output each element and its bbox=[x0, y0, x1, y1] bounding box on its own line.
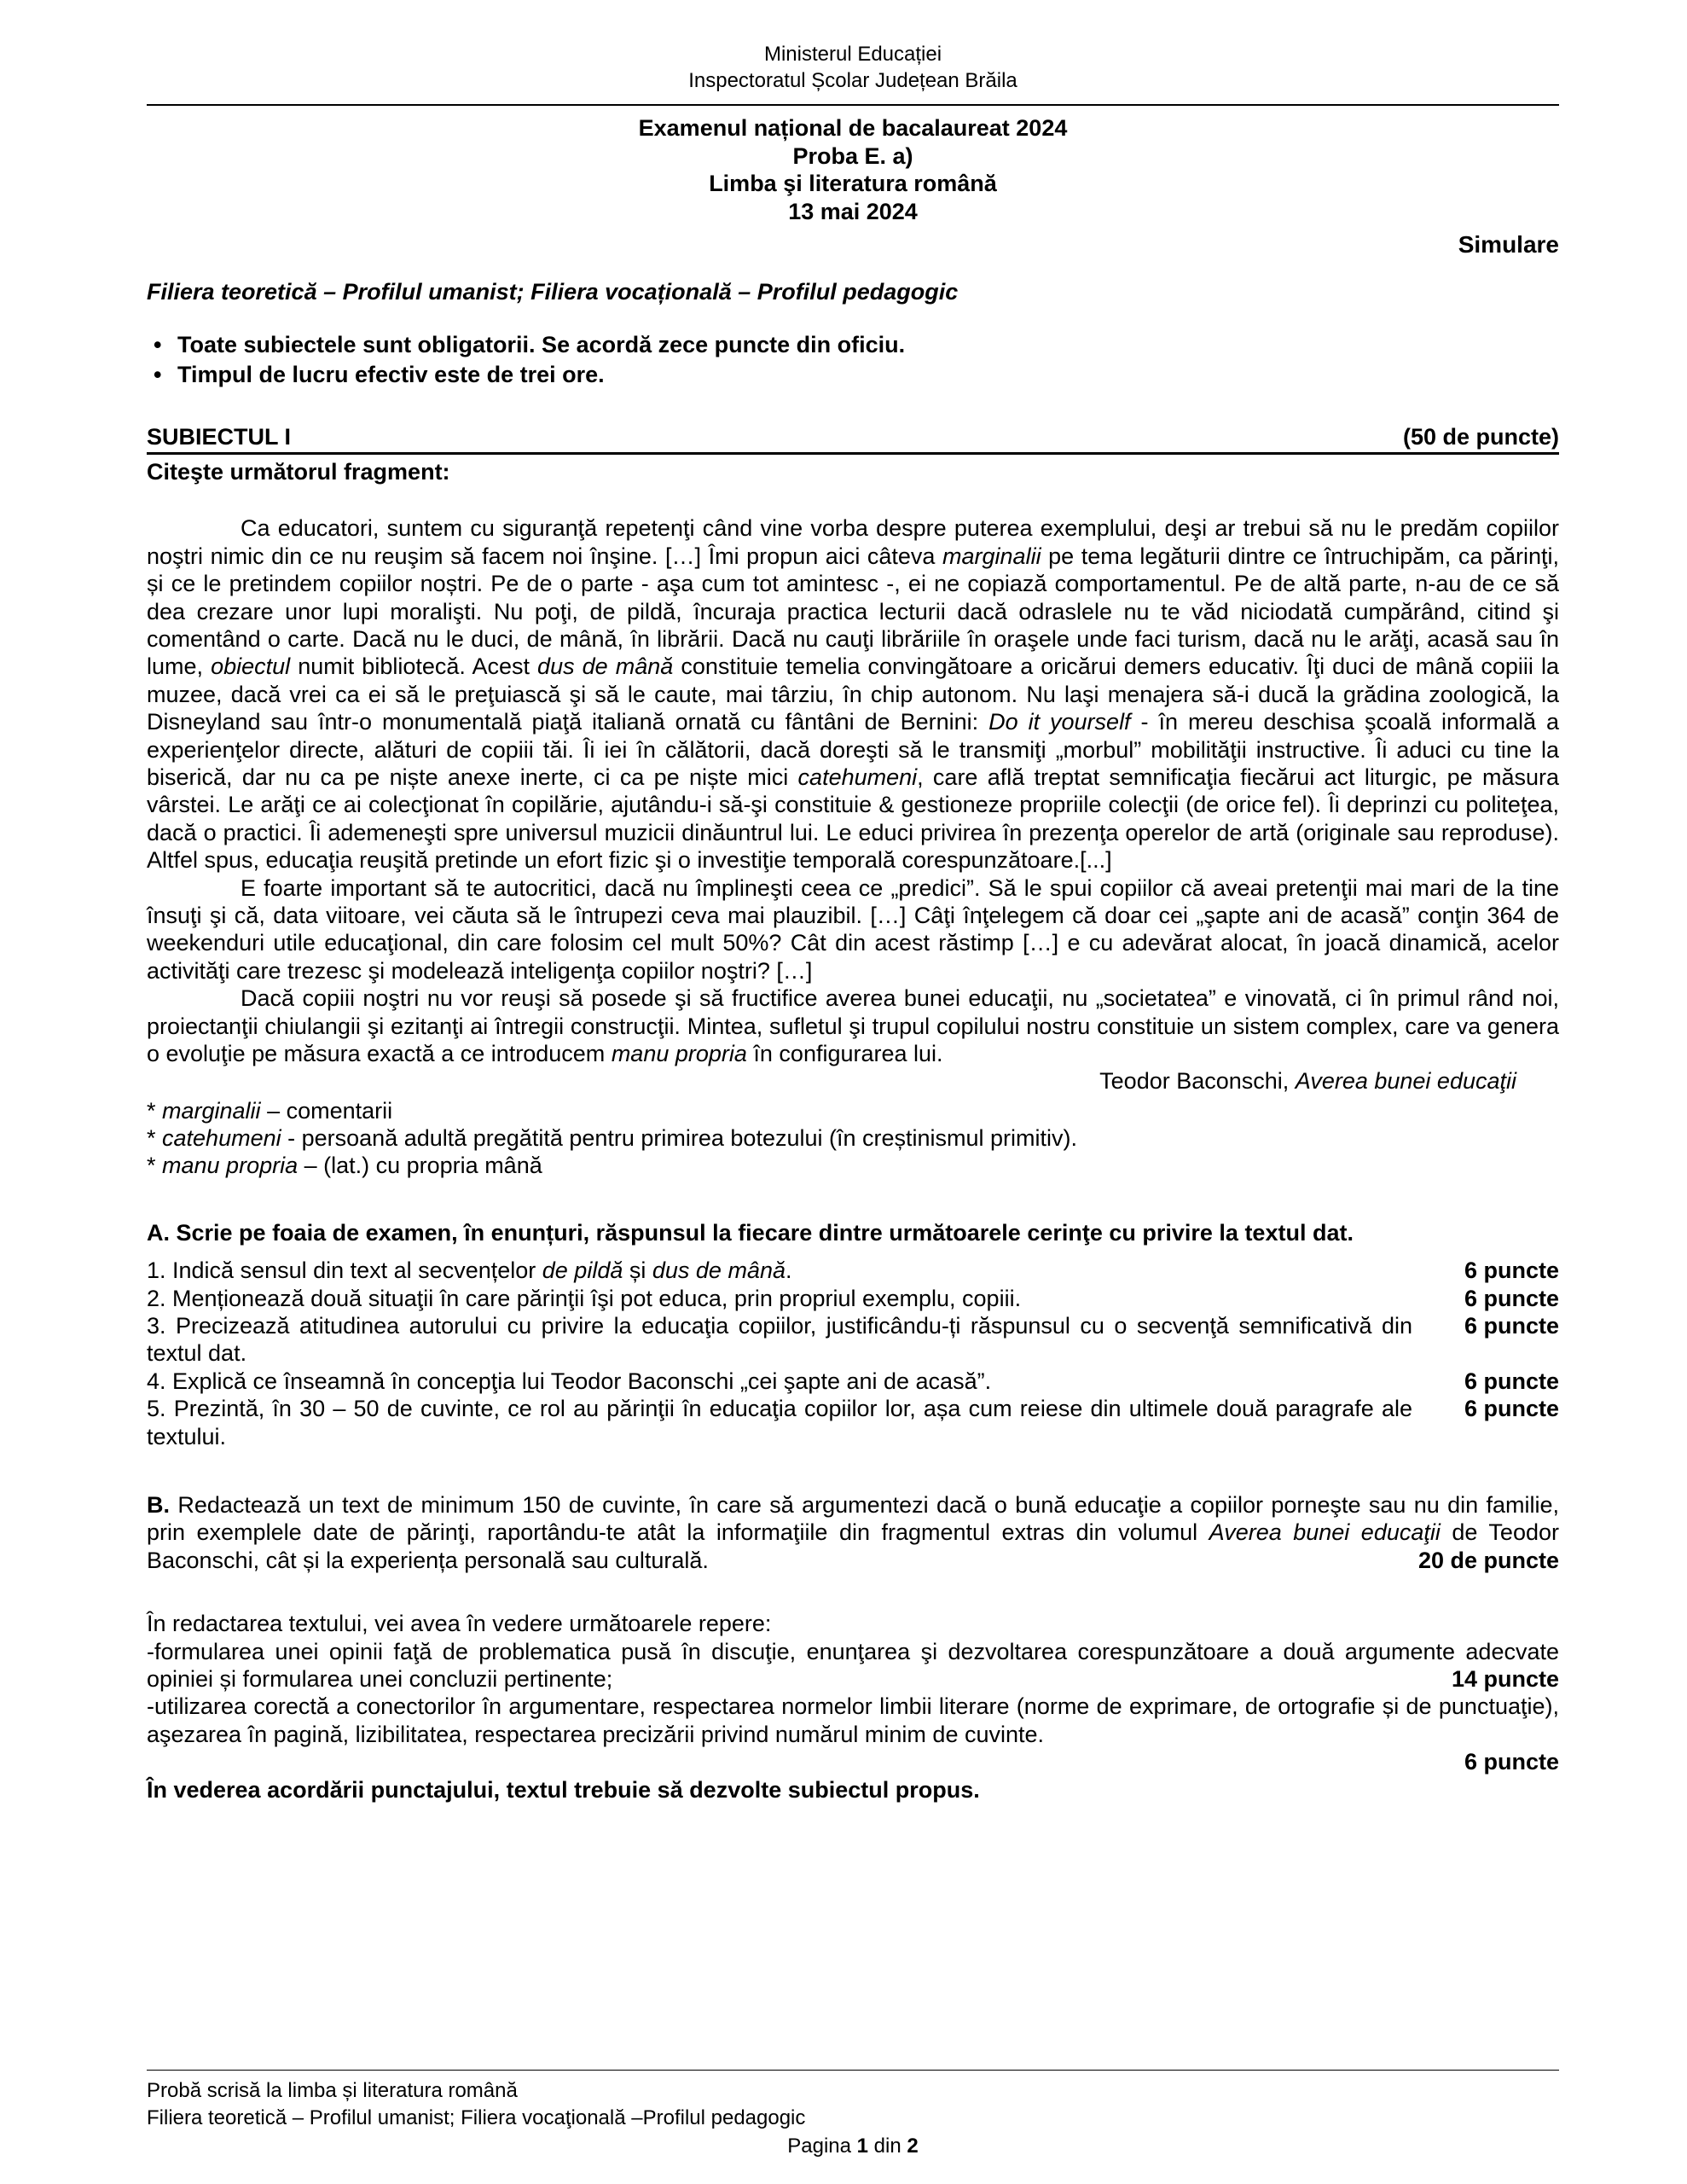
exam-title-block bbox=[147, 114, 1559, 225]
requirement-text: 4. Explică ce înseamnă în concepţia lui Teodor Baconschi „cei şapte ani de acasă”. bbox=[147, 1368, 992, 1394]
guideline-text: -utilizarea corectă a conectorilor în argumentare, respectarea normelor limbii literare (norme de exprimare, de ortografie și de punctuaţie), aşezarea în pagină, lizibilitatea, respectarea precizării privind numărul minim de cuvinte. bbox=[147, 1693, 1559, 1747]
text-fragment bbox=[147, 514, 1559, 1095]
fragment-attribution: Teodor Baconschi, Averea bunei educaţii bbox=[1099, 1068, 1516, 1095]
section-b-note: În vederea acordării punctajului, textul trebuie să dezvolte subiectul propus. bbox=[147, 1776, 980, 1803]
guideline-points: 14 puncte bbox=[1440, 1665, 1559, 1693]
exam-subject: Limba şi literatura română bbox=[709, 171, 997, 197]
footer-track: Filiera teoretică – Profilul umanist; Filiera vocaţională –Profilul pedagogic bbox=[147, 2106, 806, 2130]
requirement-points: 6 puncte bbox=[1464, 1313, 1559, 1339]
guideline-points: 6 puncte bbox=[1464, 1749, 1559, 1775]
instruction-item: • Timpul de lucru efectiv este de trei ore. bbox=[147, 361, 1559, 388]
subject1-header-row bbox=[147, 423, 1559, 455]
exam-track-line: Filiera teoretică – Profilul umanist; Filiera vocațională – Profilul pedagogic bbox=[147, 278, 959, 305]
requirement-text: 1. Indică sensul din text al secvențelor de pildă și dus de mână. bbox=[147, 1258, 792, 1284]
exam-date: 13 mai 2024 bbox=[788, 198, 918, 224]
section-b bbox=[147, 1491, 1559, 1574]
requirement-item-1 bbox=[147, 1257, 1559, 1284]
section-a-items bbox=[147, 1257, 1559, 1450]
requirement-item-3 bbox=[147, 1312, 1559, 1368]
footer-page-number: Pagina 1 din 2 bbox=[787, 2134, 919, 2158]
requirement-points: 6 puncte bbox=[1464, 1368, 1559, 1394]
requirement-item-2 bbox=[147, 1285, 1559, 1312]
guidelines-intro: În redactarea textului, vei avea în vedere următoarele repere: bbox=[147, 1611, 772, 1637]
ministry-name: Ministerul Educației bbox=[763, 43, 942, 66]
requirement-text: 3. Precizează atitudinea autorului cu privire la educaţia copiilor, justificându-ți răspunsul cu o secvenţă semnificativă din textul dat. bbox=[147, 1313, 1412, 1367]
subject1-title: SUBIECTUL I bbox=[147, 423, 292, 450]
instruction-item: • Toate subiectele sunt obligatorii. Se acordă zece puncte din oficiu. bbox=[147, 331, 1559, 358]
page-footer bbox=[147, 2070, 1559, 2160]
requirement-points: 6 puncte bbox=[1464, 1396, 1559, 1422]
fragment-paragraph-1: Ca educatori, suntem cu siguranţă repetenţi când vine vorba despre puterea exemplului, deşi ar trebui să nu le predăm copiilor noştri nimic din ce nu reuşim să facem noi înşine. […] Îmi propun aici câteva marginalii pe tema legăturii dintre ce întruchipăm, ca părinţi, și ce le pretindem copiilor noștri. Pe de o parte - aşa cum tot amintesc -, ei ne copiază comportamentul. Pe de altă parte, n-au de ce să dea crezare unor lupi moralişti. Nu poţi, de pildă, încuraja practica lecturii dacă odraslele nu te văd niciodată cumpărând, citind şi comentând o carte. Dacă nu le duci, de mână, în librării. Dacă nu cauţi librăriile în oraşele unde faci turism, dacă nu le arăţi, acasă sau în lume, obiectul numit bibliotecă. Acest dus de mână constituie temelia convingătoare a oricărui demers educativ. Îţi duci de mână copiii la muzee, dacă vrei ca ei să le preţuiască şi să le caute, mai târziu, în chip autonom. Nu laşi menajera să-i ducă la grădina zoologică, la Disneyland sau într-o monumentală piaţă italiană ornată cu fântâni de Bernini: Do it yourself - în mereu deschisa şcoală informală a experienţelor directe, alături de copiii tăi. Îi iei în călătorii, dacă doreşti să le transmiţi „morbul” mobilităţii instructive. Îi aduci cu tine la biserică, dar nu ca pe niște anexe inerte, ci ca pe niște mici catehumeni, care află treptat semnificaţia fiecărui act liturgic, pe măsura vârstei. Le arăţi ce ai colecţionat în copilărie, ajutându-i să-şi constituie & gestioneze propriile colecţii (de orice fel). Îi deprinzi cu politeţea, dacă o practici. Îi ademeneşti spre universul muzicii dinăuntrul lui. Le educi privirea în prezenţa operelor de artă (originale sau reproduse). Altfel spus, educaţia reuşită pretinde un efort fizic şi o investiţie temporală corespunzătoare.[...] bbox=[147, 515, 1560, 874]
fragment-footnotes bbox=[147, 1097, 1559, 1180]
section-b-text: B. Redactează un text de minimum 150 de cuvinte, în care să argumentezi dacă o bună educaţie a copiilor porneşte sau nu din familie, prin exemplele date de părinţi, raportându-te atât la informaţiile din fragmentul extras din volumul Averea bunei educaţii de Teodor Baconschi, cât și la experiența personală sau culturală. bbox=[147, 1491, 1559, 1573]
fragment-paragraph-2: E foarte important să te autocritici, dacă nu împlineşti ceea ce „predici”. Să le spui copiilor că aveai pretenţii mai mari de la tine însuţi şi că, data viitoare, vei căuta să le întrupezi ceva mai plauzibil. […] Câţi înţelegem că doar cei „şapte ani de acasă” conţin 364 de weekenduri utile educaţional, din care folosim cel mult 50%? Cât din acest răstimp […] e cu adevărat alocat, în joacă dinamică, acelor activităţi care trezesc şi modelează inteligenţa copiilor noştri? […] bbox=[147, 874, 1559, 984]
guideline-text: -formularea unei opinii faţă de problematica pusă în discuţie, enunţarea şi dezvoltarea corespunzătoare a două argumente adecvate opiniei și formularea unei concluzii pertinente; bbox=[147, 1638, 1559, 1692]
subject1-intro: Citeşte următorul fragment: bbox=[147, 459, 450, 485]
exam-proba: Proba E. a) bbox=[792, 142, 913, 169]
subject1-points: (50 de puncte) bbox=[1402, 423, 1559, 450]
exam-title: Examenul național de bacalaureat 2024 bbox=[638, 115, 1068, 142]
requirement-text: 2. Menționează două situaţii în care părinţii îşi pot educa, prin propriul exemplu, copiii. bbox=[147, 1285, 1022, 1311]
inspectorate-name: Inspectoratul Școlar Județean Brăila bbox=[688, 69, 1017, 93]
header-divider bbox=[147, 104, 1559, 106]
footer-exam-type: Probă scrisă la limba și literatura română bbox=[147, 2078, 518, 2102]
guideline-item-1 bbox=[147, 1638, 1559, 1693]
requirement-item-4 bbox=[147, 1368, 1559, 1395]
guideline-item-2 bbox=[147, 1693, 1559, 1748]
exam-session-label: Simulare bbox=[1458, 230, 1559, 258]
footnote: * manu propria – (lat.) cu propria mână bbox=[147, 1153, 542, 1179]
section-b-points: 20 de puncte bbox=[1406, 1547, 1559, 1574]
footnote: * marginalii – comentarii bbox=[147, 1097, 393, 1124]
section-a-heading: A. Scrie pe foaia de examen, în enunțuri, răspunsul la fiecare dintre următoarele cerinţe cu privire la textul dat. bbox=[147, 1219, 1354, 1246]
footer-divider bbox=[147, 2070, 1559, 2071]
requirement-points: 6 puncte bbox=[1464, 1258, 1559, 1284]
general-instructions bbox=[147, 331, 1559, 389]
footnote: * catehumeni - persoană adultă pregătită pentru primirea botezului (în creștinismul primitiv). bbox=[147, 1125, 1078, 1152]
requirement-text: 5. Prezintă, în 30 – 50 de cuvinte, ce rol au părinţii în educaţia copiilor lor, așa cum reiese din ultimele două paragrafe ale textului. bbox=[147, 1396, 1412, 1449]
fragment-paragraph-3: Dacă copiii noştri nu vor reuşi să posede şi să fructifice averea bunei educaţii, nu „societatea” e vinovată, ci în primul rând noi, proiectanţii chiulangii şi ezitanţi ai întregii construcţii. Mintea, sufletul şi trupul copilului nostru constituie un sistem complex, care va genera o evoluţie pe măsura exactă a ce introducem manu propria în configurarea lui. bbox=[147, 985, 1559, 1066]
requirement-item-5 bbox=[147, 1395, 1559, 1450]
requirement-points: 6 puncte bbox=[1464, 1285, 1559, 1311]
